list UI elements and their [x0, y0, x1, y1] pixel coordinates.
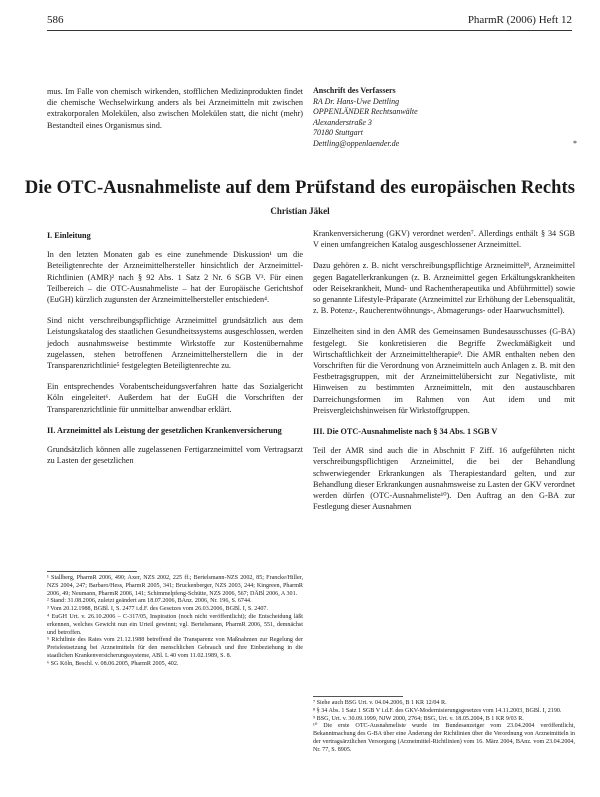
address-email: Dettling@oppenlaender.de: [313, 138, 400, 148]
page-number: 586: [47, 14, 64, 26]
continued-paragraph: mus. Im Falle von chemisch wirkenden, stofflichen Medizinprodukten findet die chemische Wechselwirkung anders als bei Arzneimitteln mit zwischen extrakorporalen Molekülen, also zwischen Molekülen statt, die nicht (mehr) Bestandteil eines Organismus sind.: [47, 87, 303, 130]
section-heading-3: III. Die OTC-Ausnahmeliste nach § 34 Abs. 1 SGB V: [313, 427, 498, 437]
footnote: ⁸ § 34 Abs. 1 Satz 1 SGB V i.d.F. des GKV-Modernisierungsgesetzes vom 14.11.2003, BGBl. I, 2190.: [313, 707, 562, 714]
address-line: Alexanderstraße 3: [313, 117, 372, 127]
right-column: [313, 228, 575, 522]
paragraph: Einzelheiten sind in den AMR des Gemeinsamen Bundesausschusses (G-BA) festgelegt. Sie konkretisieren die Begriffe Zweckmäßigkeit und Wirtschaftlichkeit der Arzneimitteltherapie⁹. Die AMR enthalten neben den Vorschriften für die Verordnung von Arzneimitteln auch Anlagen z. B. mit den Festbetragsgruppen, mit der Arzneimittelübersicht zur Negativliste, mit Hinweisen zu bestimmten Arzneimitteln, mit den austauschbaren Darreichungsformen im Rahmen von Aut idem und mit Preisvergleichshinweisen für Wirkstoffgruppen.: [313, 327, 575, 415]
footnote: ⁶ SG Köln, Beschl. v. 08.06.2005, PharmR 2005, 402.: [47, 660, 179, 667]
footnote: ³ Vom 20.12.1988, BGBl. I, S. 2477 i.d.F. des Gesetzes vom 26.03.2006, BGBl. I, S. 2407.: [47, 606, 269, 613]
footnote: ² Stand: 31.08.2006, zuletzt geändert am 18.07.2006, BAnz. 2006, Nr. 196, S. 6744.: [47, 598, 252, 605]
footnote-rule-left: [47, 571, 137, 572]
section-heading-1: I. Einleitung: [47, 231, 91, 240]
journal-citation: PharmR (2006) Heft 12: [467, 14, 572, 26]
paragraph: Ein entsprechendes Vorabentscheidungsverfahren hatte das Sozialgericht Köln eingeleitet⁶. Außerdem hat der EuGH die Vorschriften der Transparenzrichtlinie für unmittelbar anwendbar erklärt.: [47, 382, 303, 414]
article-title: Die OTC-Ausnahmeliste auf dem Prüfstand des europäischen Rechts: [24, 178, 576, 198]
left-column: [47, 228, 303, 476]
running-header: [47, 14, 572, 31]
footnotes-right: [313, 700, 575, 755]
footnote: ⁴ EuGH Urt. v. 26.10.2006 – C-317/05, Inspiration (noch nicht veröffentlicht); die Entscheidung läßt erkennen, welches Gewicht nun ein Urteil gewinnt; vgl. Bertelsmann, PharmR 2006, 551, demnächst und betroffen.: [47, 613, 303, 636]
section-heading-2: II. Arzneimittel als Leistung der gesetzlichen Krankenversicherung: [47, 425, 282, 435]
paragraph: Grundsätzlich können alle zugelassenen Fertigarzneimittel vom Vertragsarzt zu Lasten der gesetzlichen: [47, 445, 303, 466]
paragraph: In den letzten Monaten gab es eine zunehmende Diskussion¹ um die Beteiligtenrechte der Arzneimittelhersteller hinsichtlich der Arzneimittel-Richtlinien (AMR)² nach § 92 Abs. 1 Satz 2 Nr. 6 SGB V³. Für einen Teilbereich – die OTC-Ausnahmeliste – hat der Europäische Gerichtshof (EuGH) kürzlich zugunsten der Arzneimittelhersteller entschieden⁴.: [47, 250, 303, 305]
paragraph: Krankenversicherung (GKV) verordnet werden⁷. Allerdings enthält § 34 SGB V einen umfangreichen Katalog ausgeschlossener Arzneimittel.: [313, 229, 575, 250]
footnote-rule-right: [313, 696, 403, 697]
address-line: OPPENLÄNDER Rechtsanwälte: [313, 107, 418, 116]
paragraph: Dazu gehören z. B. nicht verschreibungspflichtige Arzneimittel⁸, Arzneimittel gegen Bagatellerkrankungen (z. B. Arzneimittel gegen Erkältungskrankheiten oder Reisekrankheit, Mund- und Rachentherapeutika und Abführmittel) sowie so genannte Lifestyle-Präparate (Arzneimittel zur Erhöhung der Lebensqualität, z. B. Potenz-, Raucherentwöhnungs-, Abmagerungs- oder Haarwuchsmittel).: [313, 261, 575, 316]
address-line: RA Dr. Hans-Uwe Dettling: [313, 96, 400, 106]
author-address: [313, 86, 575, 149]
footnote: ⁷ Siehe auch BSG Urt. v. 04.04.2006, B 1 KR 12/04 R.: [313, 700, 447, 706]
footnote: ⁹ BSG, Urt. v. 30.09.1999, NJW 2000, 2764; BSG, Urt. v. 18.05.2004, B 1 KR 9/03 R.: [313, 715, 524, 722]
address-line: 70180 Stuttgart: [313, 128, 364, 137]
footnote: ¹ Stallberg, PharmR 2006, 490; Axer, NZS 2002, 225 ff.; Bertelsmann-NZS 2002, 85; Francke/Hiller, NZS 2004, 247; Barbaro/Hess, PharmR 2005, 341; Bruckenberger, NZS 2003, 244; Kingreen, PharmR 2006, 49; Neumann, PharmR 2006, 141; Schimmelpfeng-Schütte, NZS 2006, 567; DÄBl 2006, A 301.: [47, 575, 303, 597]
footnote: ¹⁰ Die erste OTC-Ausnahmeliste wurde im Bundesanzeiger vom 23.04.2004 veröffentlicht, Bekanntmachung des G-BA über eine Änderung der Richtlinien über die Verordnung von Arzneimitteln in der vertragsärztlichen Versorgung (Arzneimittel-Richtlinien) vom 16. März 2004, BAnz. vom 23.04.2004, Nr. 77, S. 8905.: [313, 723, 575, 753]
article-author: Christian Jäkel: [270, 206, 330, 216]
paragraph: Teil der AMR sind auch die in Abschnitt F Ziff. 16 aufgeführten nicht verschreibungspflichtigen Arzneimittel, die bei der Behandlung schwerwiegender Erkrankungen als Therapiestandard gelten, und zur Behandlung dieser Erkrankungen ausnahmsweise zu Lasten der GKV verordnet werden dürfen (OTC-Ausnahmeliste¹⁰). Den Auftrag an den G-BA zur Festlegung dieser Ausnahmen: [313, 446, 575, 512]
paragraph: Sind nicht verschreibungspflichtige Arzneimittel grundsätzlich aus dem Leistungskatalog des staatlichen Gesundheitssystems ausgeschlossen, werden jedoch ausnahmsweise bestimmte Wirkstoffe zur Kostenübernahme zugelassen, stehen betroffenen Arzneimittelherstellern die in der Transparenzrichtlinie⁵ festgelegten Beteiligtenrechte zu.: [47, 316, 303, 371]
footnotes-left: [47, 575, 303, 669]
previous-article-ending: [47, 86, 303, 141]
footnote: ⁵ Richtlinie des Rates vom 21.12.1988 betreffend die Transparenz von Maßnahmen zur Regelung der Preisfestsetzung bei Arzneimitteln für den menschlichen Gebrauch und ihre Einbeziehung in die staatlichen Krankenversicherungssysteme, ABl. L 40 vom 11.02.1989, S. 8.: [47, 637, 303, 659]
address-heading: Anschrift des Verfassers: [313, 86, 396, 95]
end-mark: *: [573, 138, 577, 148]
